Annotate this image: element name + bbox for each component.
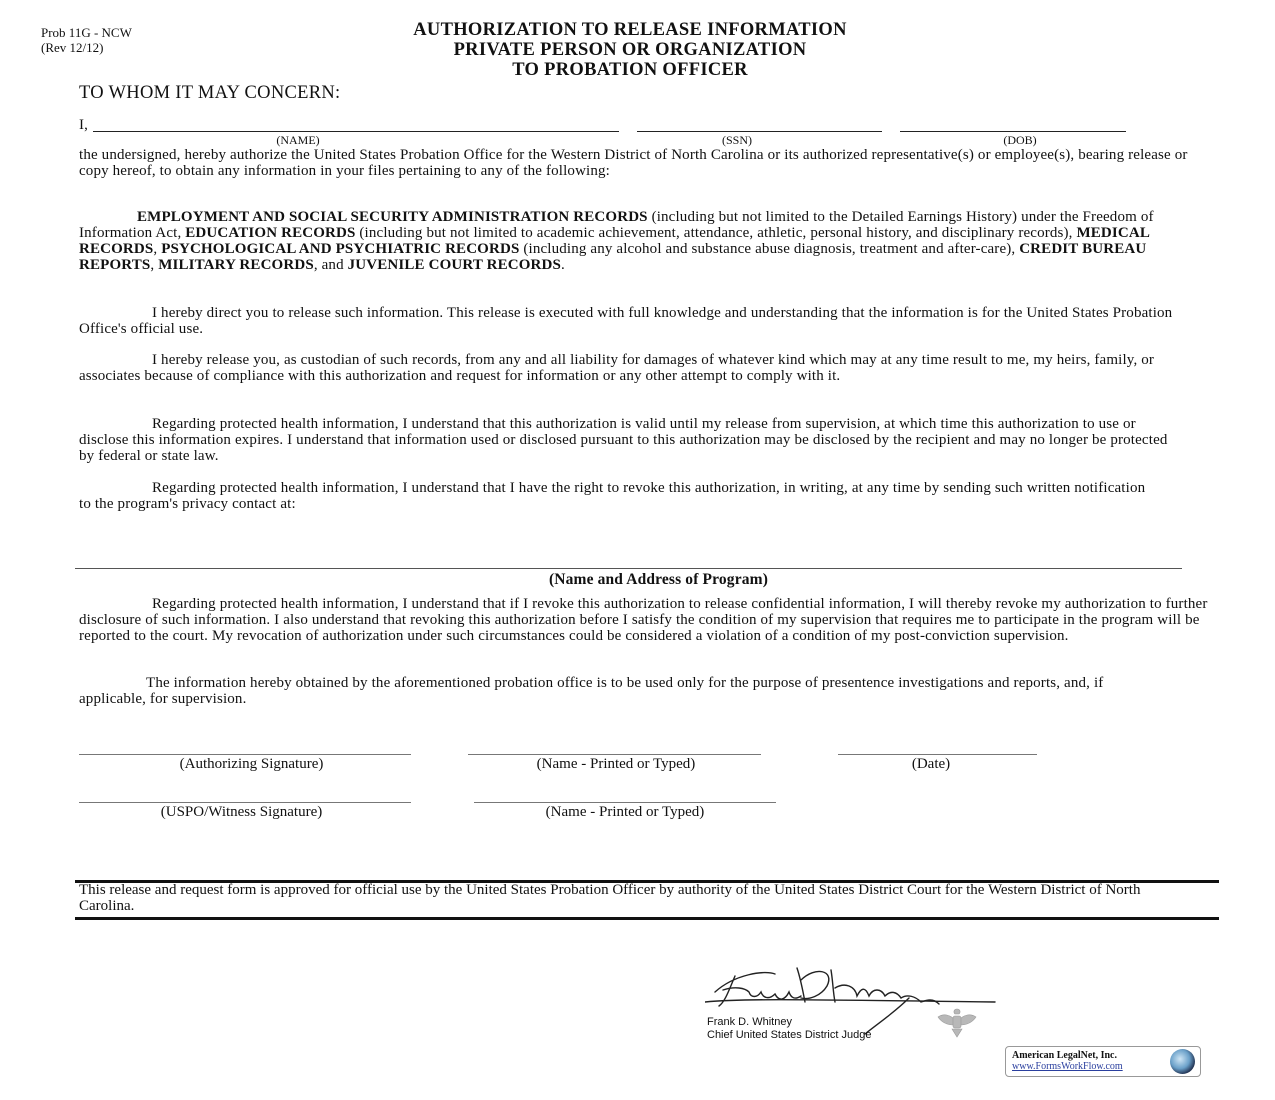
judge-name: Frank D. Whitney — [707, 1016, 792, 1028]
intro-paragraph: the undersigned, hereby authorize the United States Probation Office for the Western District of North Carolina or its authorized representative(s) or employee(s), bearing release or copy hereof, to obtain any information in your files pertaining to any of the following: — [79, 147, 1188, 179]
dob-field[interactable] — [900, 131, 1126, 132]
date-field[interactable] — [838, 754, 1037, 755]
approval-statement: This release and request form is approved for official use by the United States Probation Officer by authority of the United States District Court for the Western District of North Carolina. — [79, 882, 1141, 914]
records-paragraph: EMPLOYMENT AND SOCIAL SECURITY ADMINISTRATION RECORDS (including but not limited to the Detailed Earnings History) under the Freedom of Information Act, EDUCATION RECORDS (including but not limited to academic achievement, attendance, athletic, personal history, and disciplinary records), MEDICAL RECORDS, PSYCHOLOGICAL AND PSYCHIATRIC RECORDS (including any alcohol and substance abuse diagnosis, treatment and after-care), CREDIT BUREAU REPORTS, MILITARY RECORDS, and JUVENILE COURT RECORDS. — [79, 209, 1154, 273]
ssn-label: (SSN) — [721, 133, 752, 147]
direct-paragraph: I hereby direct you to release such information. This release is executed with full knowledge and understanding that the information is for the United States Probation Office's official use. — [79, 305, 1173, 337]
badge-link[interactable]: www.FormsWorkFlow.com — [1012, 1061, 1123, 1072]
badge-company: American LegalNet, Inc. — [1012, 1050, 1117, 1061]
witness-signature-label: (USPO/Witness Signature) — [160, 804, 323, 820]
authorizing-signature-field[interactable] — [79, 754, 411, 755]
program-label: (Name and Address of Program) — [548, 571, 769, 588]
globe-logo-icon — [1170, 1049, 1195, 1074]
phi-revoke-right-paragraph: Regarding protected health information, I understand that I have the right to revoke this authorization, in writing, at any time by sending such written notification to the program's privacy contact at: — [79, 480, 1146, 512]
dob-label: (DOB) — [1003, 133, 1037, 147]
use-paragraph: The information hereby obtained by the aforementioned probation office is to be used only for the purpose of presentence investigations and reports, and, if applicable, for supervision. — [79, 675, 1104, 707]
record-military: MILITARY RECORDS — [158, 257, 314, 273]
authorizing-signature-label: (Authorizing Signature) — [179, 756, 324, 772]
title-line-1: AUTHORIZATION TO RELEASE INFORMATION — [413, 20, 847, 40]
record-employment-ssa: EMPLOYMENT AND SOCIAL SECURITY ADMINISTRATION RECORDS — [137, 209, 648, 225]
record-medical: MEDICAL RECORDS — [79, 225, 1150, 257]
form-id: Prob 11G - NCW — [41, 25, 132, 40]
phi-revoke-effect-paragraph: Regarding protected health information, I understand that if I revoke this authorization to release confidential information, I will thereby revoke my authorization to further disclosure of such information. I also understand that revoking this authorization before I satisfy the condition of my supervision that requires me to participate in the program will be reported to the court. My revocation of authorization under such circumstances could be considered a violation of a condition of my post-conviction supervision. — [79, 596, 1208, 644]
salutation: TO WHOM IT MAY CONCERN: — [79, 83, 341, 103]
judge-title: Chief United States District Judge — [707, 1029, 872, 1041]
witness-signature-field[interactable] — [79, 802, 411, 803]
form-revision: (Rev 12/12) — [41, 40, 104, 55]
record-education: EDUCATION RECORDS — [185, 225, 356, 241]
footer-bottom-rule — [75, 917, 1219, 920]
judge-block — [707, 1016, 871, 1042]
liability-paragraph: I hereby release you, as custodian of such records, from any and all liability for damages of whatever kind which may at any time result to me, my heirs, family, or associates because of compliance with this authorization and request for information or any other attempt to comply with it. — [79, 352, 1155, 384]
program-field[interactable] — [75, 568, 1182, 569]
record-psych: PSYCHOLOGICAL AND PSYCHIATRIC RECORDS — [161, 241, 520, 257]
name-printed-field-1[interactable] — [468, 754, 761, 755]
name-printed-field-2[interactable] — [474, 802, 776, 803]
i-prefix: I, — [79, 117, 89, 133]
americanlegalnet-badge[interactable] — [1005, 1046, 1201, 1077]
document-title — [0, 20, 1260, 80]
ssn-field[interactable] — [637, 131, 882, 132]
title-line-3: TO PROBATION OFFICER — [512, 60, 748, 80]
record-credit: CREDIT BUREAU REPORTS — [79, 241, 1147, 273]
date-label: (Date) — [911, 756, 951, 772]
name-printed-label-1: (Name - Printed or Typed) — [536, 756, 696, 772]
record-juvenile: JUVENILE COURT RECORDS — [347, 257, 562, 273]
name-printed-label-2: (Name - Printed or Typed) — [545, 804, 705, 820]
court-seal-icon — [934, 1005, 980, 1039]
name-field[interactable] — [93, 131, 619, 132]
phi-valid-paragraph: Regarding protected health information, I understand that this authorization is valid until my release from supervision, at which time this authorization to use or disclose this information expires. I understand that information used or disclosed pursuant to this authorization may be disclosed by the recipient and may no longer be protected by federal or state law. — [79, 416, 1168, 464]
title-line-2: PRIVATE PERSON OR ORGANIZATION — [453, 40, 807, 60]
name-label: (NAME) — [276, 133, 320, 147]
